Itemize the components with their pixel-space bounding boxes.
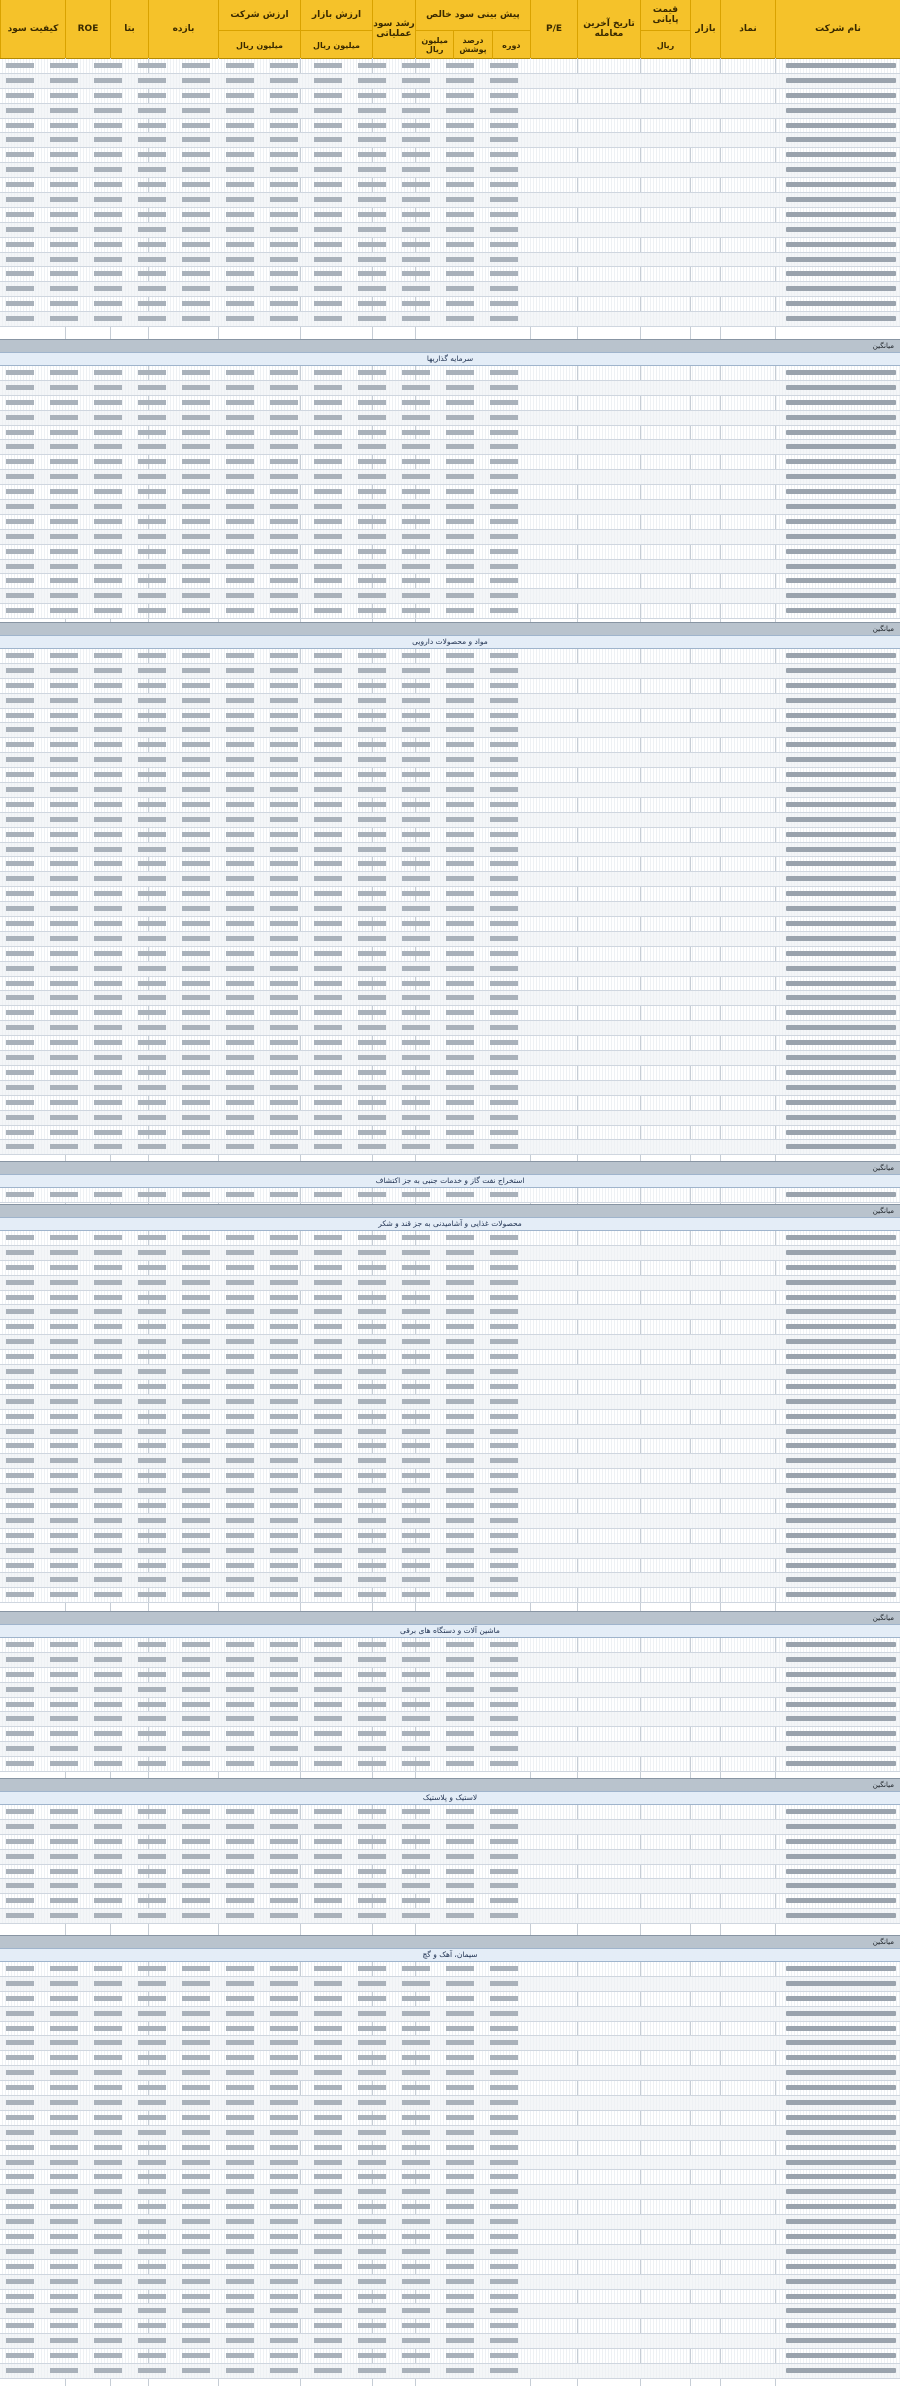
table-row bbox=[0, 560, 900, 575]
table-row bbox=[0, 2051, 900, 2066]
average-label: میانگین bbox=[872, 625, 894, 633]
table-row bbox=[0, 738, 900, 753]
table-row bbox=[0, 89, 900, 104]
rows-block-auto bbox=[0, 59, 900, 339]
table-row bbox=[0, 253, 900, 268]
table-row bbox=[0, 1668, 900, 1683]
table-row bbox=[0, 119, 900, 134]
table-row bbox=[0, 768, 900, 783]
rows-block-oil bbox=[0, 1188, 900, 1204]
average-label: میانگین bbox=[872, 342, 894, 350]
col-market-value bbox=[300, 0, 372, 58]
table-row bbox=[0, 1683, 900, 1698]
section-title: سرمایه گذاریها bbox=[0, 352, 900, 366]
table-row bbox=[0, 2156, 900, 2171]
table-row bbox=[0, 1514, 900, 1529]
table-row bbox=[0, 1573, 900, 1588]
net-profit-label: پیش بینی سود خالص bbox=[426, 10, 520, 20]
table-row bbox=[0, 1820, 900, 1835]
table-row bbox=[0, 2185, 900, 2200]
col-dividend: کیفیت سود bbox=[0, 0, 65, 58]
table-row bbox=[0, 604, 900, 619]
table-row bbox=[0, 991, 900, 1006]
table-row bbox=[0, 887, 900, 902]
table-row bbox=[0, 485, 900, 500]
rows-block-cement bbox=[0, 1962, 900, 2386]
base-price-unit: ریال bbox=[656, 40, 675, 50]
table-row bbox=[0, 1410, 900, 1425]
table-row bbox=[0, 500, 900, 515]
table-row bbox=[0, 1588, 900, 1603]
table-row bbox=[0, 1261, 900, 1276]
table-row bbox=[0, 59, 900, 74]
table-row bbox=[0, 1757, 900, 1772]
table-row bbox=[0, 1231, 900, 1246]
col-company-value bbox=[218, 0, 300, 58]
net-profit-unit: میلیون ریال bbox=[421, 36, 448, 54]
table-row bbox=[0, 574, 900, 589]
table-row bbox=[0, 1425, 900, 1440]
rows-block-electrical bbox=[0, 1638, 900, 1778]
table-row bbox=[0, 2170, 900, 2185]
table-row bbox=[0, 947, 900, 962]
company-value-label: ارزش شرکت bbox=[230, 10, 289, 20]
table-row bbox=[0, 426, 900, 441]
table-row bbox=[0, 193, 900, 208]
table-row bbox=[0, 2007, 900, 2022]
table-row bbox=[0, 104, 900, 119]
period-label: دوره bbox=[492, 31, 530, 59]
table-row bbox=[0, 1742, 900, 1757]
table-row bbox=[0, 1021, 900, 1036]
average-row bbox=[0, 1611, 900, 1625]
rows-block-pharma bbox=[0, 649, 900, 1161]
table-row bbox=[0, 1879, 900, 1894]
table-row bbox=[0, 798, 900, 813]
table-row bbox=[0, 813, 900, 828]
table-row bbox=[0, 962, 900, 977]
table-row bbox=[0, 1638, 900, 1653]
table-row bbox=[0, 2126, 900, 2141]
table-row bbox=[0, 977, 900, 992]
col-operating-growth: رشد سود عملیاتی bbox=[372, 0, 415, 58]
table-row bbox=[0, 1850, 900, 1865]
table-row bbox=[0, 440, 900, 455]
table-row bbox=[0, 1036, 900, 1051]
col-company-name: نام شرکت bbox=[775, 0, 900, 58]
table-row bbox=[0, 282, 900, 297]
table-row bbox=[0, 1188, 900, 1203]
rows-block-investments bbox=[0, 366, 900, 622]
table-row bbox=[0, 828, 900, 843]
col-roe: ROE bbox=[65, 0, 110, 58]
table-row bbox=[0, 2096, 900, 2111]
table-row bbox=[0, 917, 900, 932]
table-row bbox=[0, 694, 900, 709]
table-row bbox=[0, 1865, 900, 1880]
col-last-trade-date: تاریخ آخرین معامله bbox=[577, 0, 640, 58]
table-row bbox=[0, 1140, 900, 1155]
col-pe: P/E bbox=[530, 0, 577, 58]
average-label: میانگین bbox=[872, 1614, 894, 1622]
market-value-unit: میلیون ریال bbox=[313, 40, 360, 50]
average-row bbox=[0, 339, 900, 353]
average-row bbox=[0, 1778, 900, 1792]
table-row bbox=[0, 163, 900, 178]
table-row bbox=[0, 1727, 900, 1742]
table-row bbox=[0, 1962, 900, 1977]
table-row bbox=[0, 1395, 900, 1410]
table-row bbox=[0, 1081, 900, 1096]
table-row bbox=[0, 1006, 900, 1021]
table-row bbox=[0, 1126, 900, 1141]
table-row bbox=[0, 366, 900, 381]
table-row bbox=[0, 857, 900, 872]
table-row bbox=[0, 297, 900, 312]
average-label: میانگین bbox=[872, 1164, 894, 1172]
table-row bbox=[0, 545, 900, 560]
table-row bbox=[0, 649, 900, 664]
table-row bbox=[0, 530, 900, 545]
table-row bbox=[0, 2349, 900, 2364]
table-row bbox=[0, 589, 900, 604]
table-row bbox=[0, 133, 900, 148]
table-row bbox=[0, 664, 900, 679]
section-title: ماشین آلات و دستگاه های برقی bbox=[0, 1624, 900, 1638]
col-base-price bbox=[640, 0, 690, 58]
table-row bbox=[0, 515, 900, 530]
table-row bbox=[0, 2364, 900, 2379]
table-row bbox=[0, 1320, 900, 1335]
table-row bbox=[0, 2260, 900, 2275]
average-row bbox=[0, 1935, 900, 1949]
average-label: میانگین bbox=[872, 1781, 894, 1789]
table-row bbox=[0, 396, 900, 411]
table-row bbox=[0, 1835, 900, 1850]
table-row bbox=[0, 1653, 900, 1668]
table-row bbox=[0, 2230, 900, 2245]
average-label: میانگین bbox=[872, 1207, 894, 1215]
average-row bbox=[0, 1161, 900, 1175]
table-row bbox=[0, 1805, 900, 1820]
table-row bbox=[0, 1439, 900, 1454]
average-row bbox=[0, 1204, 900, 1218]
table-row bbox=[0, 2111, 900, 2126]
table-row bbox=[0, 1559, 900, 1574]
base-price-label: قیمت پایانی bbox=[652, 5, 679, 25]
table-row bbox=[0, 1712, 900, 1727]
table-row bbox=[0, 843, 900, 858]
table-row bbox=[0, 709, 900, 724]
table-row bbox=[0, 2290, 900, 2305]
table-row bbox=[0, 1454, 900, 1469]
table-row bbox=[0, 2275, 900, 2290]
table-row bbox=[0, 1380, 900, 1395]
col-symbol: نماد bbox=[720, 0, 775, 58]
market-value-label: ارزش بازار bbox=[311, 10, 362, 20]
section-title: سیمان، آهک و گچ bbox=[0, 1948, 900, 1962]
table-row bbox=[0, 2066, 900, 2081]
table-row bbox=[0, 679, 900, 694]
table-row bbox=[0, 1544, 900, 1559]
table-row bbox=[0, 1977, 900, 1992]
table-row bbox=[0, 2200, 900, 2215]
company-value-unit: میلیون ریال bbox=[236, 40, 283, 50]
table-row bbox=[0, 2141, 900, 2156]
table-row bbox=[0, 1698, 900, 1713]
table-row bbox=[0, 723, 900, 738]
coverage-percent: درصد پوشش bbox=[453, 31, 491, 59]
table-row bbox=[0, 932, 900, 947]
table-row bbox=[0, 1291, 900, 1306]
table-row bbox=[0, 1335, 900, 1350]
table-row bbox=[0, 2334, 900, 2349]
table-row bbox=[0, 1305, 900, 1320]
table-row bbox=[0, 178, 900, 193]
table-row bbox=[0, 2245, 900, 2260]
col-market: بازار bbox=[690, 0, 720, 58]
table-row bbox=[0, 1469, 900, 1484]
table-row bbox=[0, 1894, 900, 1909]
col-beta: بتا bbox=[110, 0, 148, 58]
rows-block-food bbox=[0, 1231, 900, 1611]
table-row bbox=[0, 902, 900, 917]
table-row bbox=[0, 470, 900, 485]
average-label: میانگین bbox=[872, 1938, 894, 1946]
table-row bbox=[0, 1484, 900, 1499]
table-row bbox=[0, 381, 900, 396]
table-row bbox=[0, 2081, 900, 2096]
table-row bbox=[0, 2022, 900, 2037]
col-net-profit bbox=[415, 0, 530, 58]
table-row bbox=[0, 872, 900, 887]
section-title: لاستیک و پلاستیک bbox=[0, 1791, 900, 1805]
col-return: بازده bbox=[148, 0, 218, 58]
table-row bbox=[0, 2036, 900, 2051]
table-row bbox=[0, 1111, 900, 1126]
table-row bbox=[0, 1529, 900, 1544]
section-title: مواد و محصولات دارویی bbox=[0, 635, 900, 649]
table-row bbox=[0, 148, 900, 163]
table-header bbox=[0, 0, 900, 59]
table-row bbox=[0, 1350, 900, 1365]
table-row bbox=[0, 1276, 900, 1291]
table-row bbox=[0, 1066, 900, 1081]
table-row bbox=[0, 783, 900, 798]
table-row bbox=[0, 223, 900, 238]
table-row bbox=[0, 1051, 900, 1066]
average-row bbox=[0, 622, 900, 636]
table-row bbox=[0, 1992, 900, 2007]
table-row bbox=[0, 74, 900, 89]
table-row bbox=[0, 2215, 900, 2230]
table-row bbox=[0, 1909, 900, 1924]
table-row bbox=[0, 267, 900, 282]
table-row bbox=[0, 2319, 900, 2334]
table-row bbox=[0, 1499, 900, 1514]
section-title: محصولات غذایی و آشامیدنی به جز قند و شکر bbox=[0, 1217, 900, 1231]
table-row bbox=[0, 1096, 900, 1111]
table-row bbox=[0, 455, 900, 470]
table-row bbox=[0, 312, 900, 327]
table-row bbox=[0, 238, 900, 253]
table-row bbox=[0, 208, 900, 223]
table-row bbox=[0, 1246, 900, 1261]
rows-block-rubber bbox=[0, 1805, 900, 1935]
table-row bbox=[0, 1365, 900, 1380]
section-title: استخراج نفت گاز و خدمات جنبی به جز اکتشاف bbox=[0, 1174, 900, 1188]
table-row bbox=[0, 2304, 900, 2319]
table-row bbox=[0, 753, 900, 768]
table-row bbox=[0, 411, 900, 426]
